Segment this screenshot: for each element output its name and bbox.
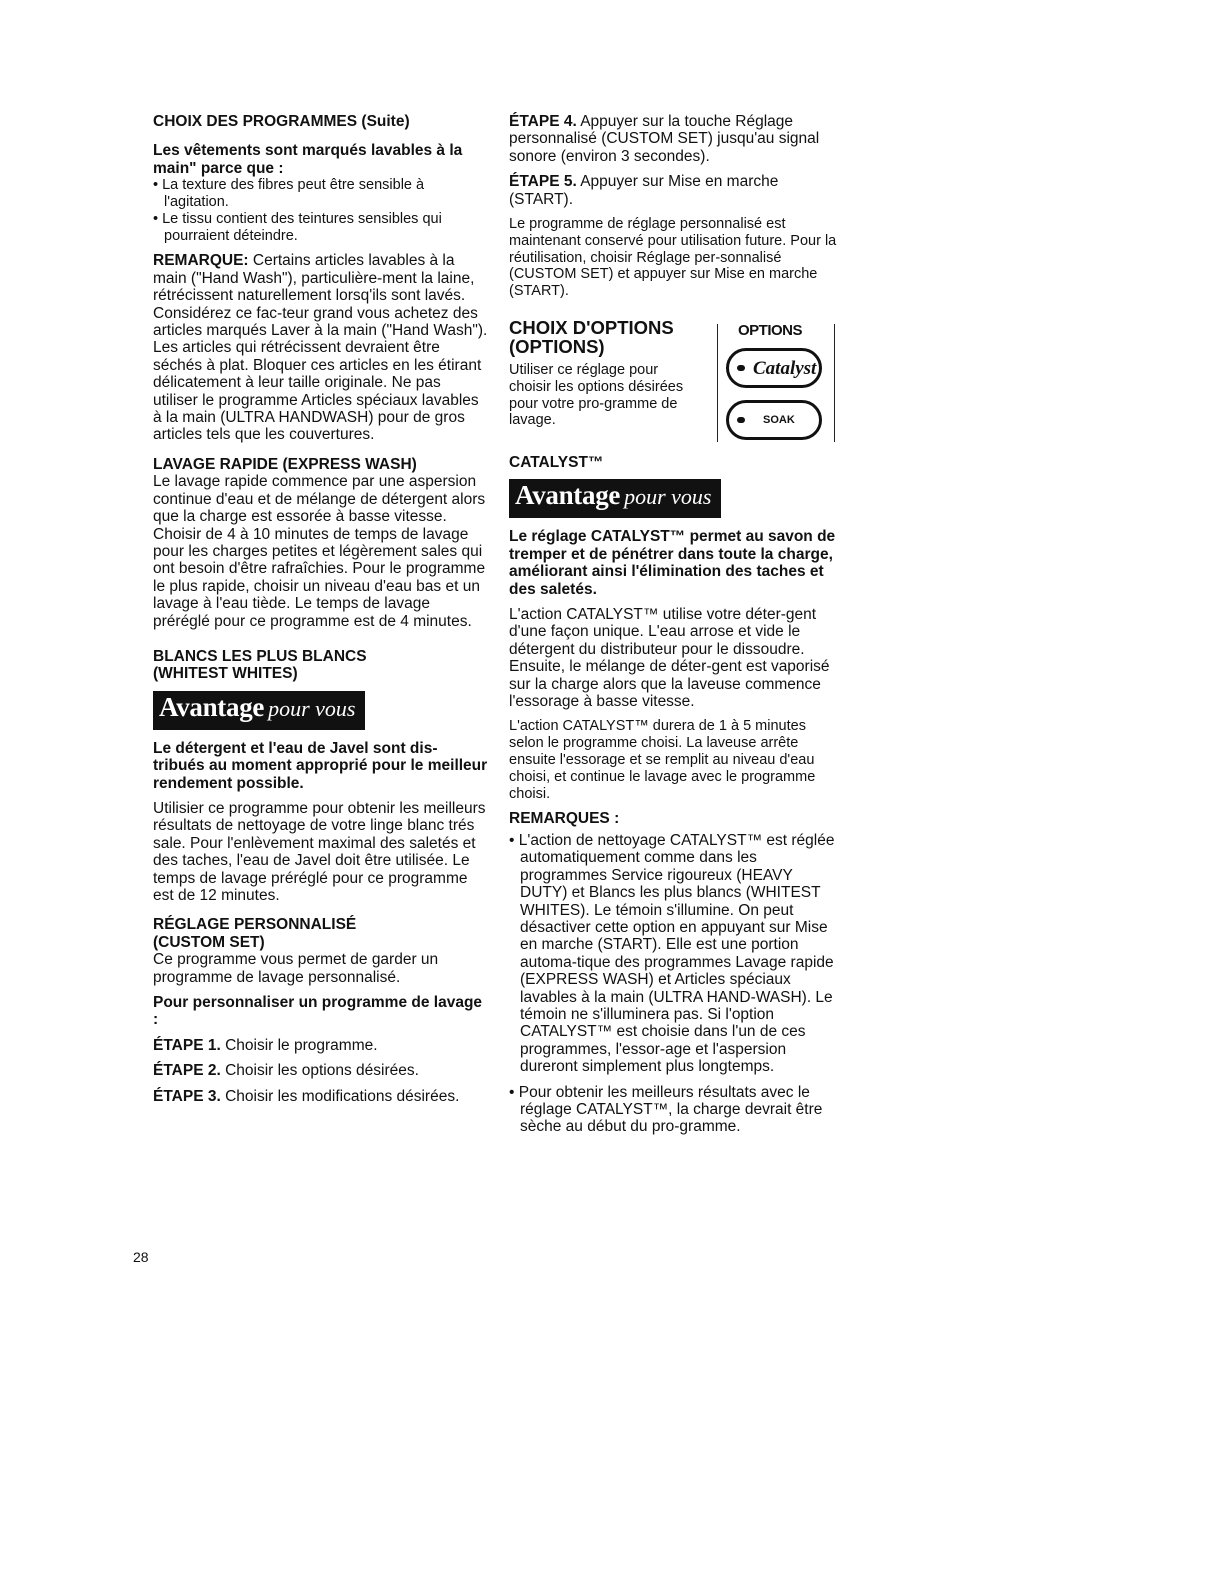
indicator-light-icon [737,365,745,371]
whites-text: Utilisier ce programme pour obtenir les meilleurs résultats de nettoyage de votre linge blanc trés sale. Pour l'enlèvement maximal des saletés et des taches, l'eau de Javel doit être utilisée. Le temps de lavage préréglé pour ce programme est de 12 minutes. [153,799,486,904]
step-label: ÉTAPE 1. [153,1036,221,1054]
banner-phrase: pour vous [624,484,712,510]
whites-heading-1: BLANCS LES PLUS BLANCS [153,647,367,665]
list-item: • L'action de nettoyage CATALYST™ est réglée automatiquement comme dans les programmes Service rigoureux (HEAVY DUTY) et Blancs les plus blancs (WHITEST WHITES). Le témoin s'illumine. On peut désactiver cette option en appuyant sur Mise en marche (START). Elle est une portion automa-tique des programmes Lavage rapide (EXPRESS WASH) et Articles spéciaux lavables à la main (ULTRA HAND-WASH). Le témoin ne s'illuminera pas. Si l'option CATALYST™ est choisie dans l'un de ces programmes, l'essor-age et l'aspersion dureront simplement plus longtemps. [509,832,844,1076]
step-text: Choisir le programme. [220,1036,378,1054]
options-section [509,318,844,436]
options-text: Utiliser ce réglage pour choisir les options désirées pour votre pro-gramme de lavage. [509,362,684,429]
whites-bold-text: Le détergent et l'eau de Javel sont dis-tribués au moment approprié pour le meilleur rendement possible. [153,739,488,792]
remarque-label: REMARQUE: [153,252,249,270]
step-1 [153,1037,488,1054]
step-text: Choisir les modifications désirées. [220,1087,460,1105]
express-text: Le lavage rapide commence par une aspersion continue d'eau et de mélange de détergent alors que la charge est essorée à basse vitesse. Choisir de 4 à 10 minutes de temps de lavage pour les charges petites et légèrement sales qui ont besoin d'être rafraîchies. Pour le programme le plus rapide, choisir un niveau d'eau bas et un lavage à l'eau tiède. Le temps de lavage préréglé pour ce programme est de 4 minutes. [153,473,486,630]
saved-text: Le programme de réglage personnalisé est maintenant conservé pour utilisation future. Pour la réutilisation, choisir Réglage per-sonnalisé (CUSTOM SET) et appuyer sur Mise en marche (START). [509,216,837,300]
remarque-text: Certains articles lavables à la main ("Hand Wash"), particulière-ment la laine, rétrécissent naturellement lorsq'ils sont lavés. Considérez ce fac-teur grand vous achetez des articles marqués Laver à la main ("Hand Wash"). Les articles qui rétrécissent devraient être séchés à plat. Bloquer ces articles en les étirant délicatement à leur taille originale. Ne pas utiliser le programme Articles spéciaux lavables à la main (ULTRA HANDWASH) pour de gros articles tels que les couvertures. [153,252,488,444]
custom-heading-2: (CUSTOM SET) [153,933,265,951]
express-heading: LAVAGE RAPIDE (EXPRESS WASH) [153,455,417,473]
indicator-light-icon [737,417,745,423]
catalyst-bold-text: Le réglage CATALYST™ permet au savon de tremper et de pénétrer dans toute la charge, améliorant ainsi l'élimination des taches et des saletés. [509,528,836,598]
step-label: ÉTAPE 4. [509,113,577,130]
step-text: Appuyer sur la touche Réglage personnalisé (CUSTOM SET) jusqu'au signal sonore (environ 3 secondes). [509,113,820,165]
step-5 [509,173,844,208]
options-heading-2: (OPTIONS) [509,336,605,358]
panel-title: OPTIONS [738,322,803,340]
remarques-bullets [509,832,844,1136]
banner-word: Avantage [159,691,265,722]
options-panel-illustration [717,324,835,442]
personalize-heading: Pour personnaliser un programme de lavage : [153,994,483,1029]
avantage-banner [509,479,721,518]
step-label: ÉTAPE 3. [153,1087,221,1105]
handwash-bullets [153,177,488,244]
page-number: 28 [133,1249,149,1265]
right-column [509,113,844,1136]
banner-word: Avantage [515,480,621,511]
step-label: ÉTAPE 5. [509,173,577,191]
soak-button [726,400,822,440]
catalyst-text-2: L'action CATALYST™ durera de 1 à 5 minutes selon le programme choisi. La laveuse arrête ensuite l'essorage et se remplit au niveau d'eau choisi, et continue le lavage avec le programme choisi. [509,718,816,802]
options-heading-1: CHOIX D'OPTIONS [509,317,674,339]
step-label: ÉTAPE 2. [153,1062,221,1080]
remarque-paragraph [153,252,488,443]
catalyst-button [726,348,822,388]
list-item: • La texture des fibres peut être sensible à l'agitation. [153,177,488,211]
avantage-banner [153,691,365,730]
step-text: Appuyer sur Mise en marche (START). [509,173,779,208]
step-4 [509,113,844,165]
handwash-heading: Les vêtements sont marqués lavables à la main" parce que : [153,142,463,177]
step-text: Choisir les options désirées. [220,1062,419,1080]
catalyst-heading: CATALYST™ [509,454,604,472]
section-heading: CHOIX DES PROGRAMMES (Suite) [153,113,410,130]
remarques-heading: REMARQUES : [509,810,620,828]
catalyst-text-1: L'action CATALYST™ utilise votre déter-gent d'une façon unique. L'eau arrose et vide le détergent du distributeur pour le dissoudre. Ensuite, le mélange de déter-gent est vaporisé sur la charge alors que la laveuse commence l'essorage à basse vitesse. [509,606,830,711]
banner-phrase: pour vous [268,695,356,721]
whites-heading-2: (WHITEST WHITES) [153,665,298,683]
step-2 [153,1062,488,1079]
step-3 [153,1088,488,1105]
catalyst-label: Catalyst [753,358,817,380]
options-text-block [509,318,699,429]
list-item: • Pour obtenir les meilleurs résultats avec le réglage CATALYST™, la charge devrait être sèche au début du pro-gramme. [509,1084,844,1136]
custom-text: Ce programme vous permet de garder un programme de lavage personnalisé. [153,951,439,986]
left-column [153,113,488,1105]
list-item: • Le tissu contient des teintures sensibles qui pourraient déteindre. [153,211,488,245]
custom-heading-1: RÉGLAGE PERSONNALISÉ [153,916,357,934]
soak-label: SOAK [763,414,795,427]
